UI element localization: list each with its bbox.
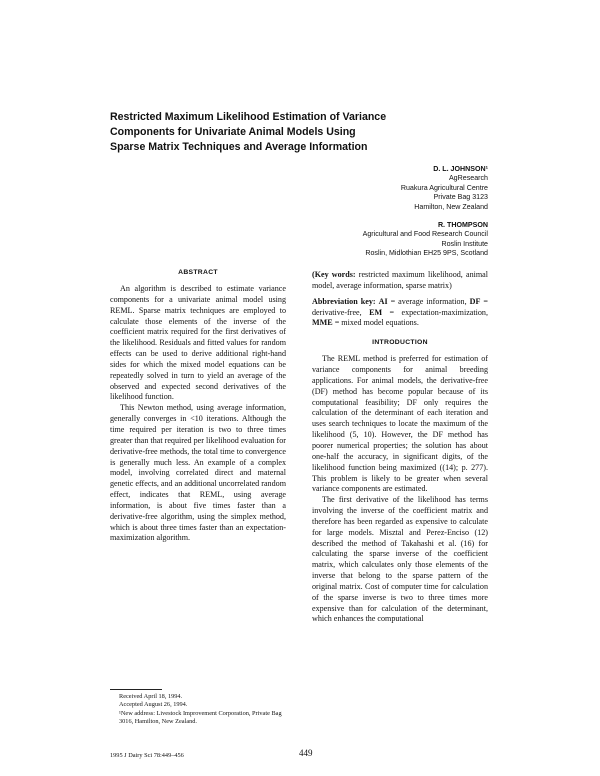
- page-number: 449: [299, 748, 313, 758]
- abbr-term: AI: [378, 296, 388, 306]
- introduction-paragraph-1: The REML method is preferred for estimation of variance components for animal breeding applications. For animal models, the derivative-free (DF) method has become popular because of its computational feasibility; DF only requires the calculation of the determinant of each iteration and uses search techniques to locate the maximum of the likelihood (5, 10). However, the DF method has poorer numerical properties; the solution has about one-half the accuracy, in significant digits, of the likelihood function being maximized ((14); p. 277). This problem is likely to be greater when several variance components are estimated.: [312, 354, 488, 494]
- abbr-definition: = average information,: [387, 296, 470, 306]
- introduction-paragraph-2: The first derivative of the likelihood has terms involving the inverse of the coefficient matrix and therefore has been regarded as expensive to calculate for large models. Misztal and Perez-Enciso (12) described the method of Takahashi et al. (16) for calculating the sparse inverse of the coefficient matrix, which calculates only those elements of the inverse that belong to the sparse pattern of the original matrix. Cost of computer time for calculation of the sparse inverse is two to three times more expensive than for calculation of the determinant, which enhances the computational: [312, 495, 488, 624]
- affiliation-line: Agricultural and Food Research Council: [362, 230, 488, 239]
- abbr-term: MME: [312, 318, 333, 328]
- abstract-column: [110, 268, 286, 544]
- keywords: [312, 270, 488, 292]
- affiliation-line: Private Bag 3123: [433, 193, 488, 202]
- abbr-definition: = mixed model equations.: [332, 318, 419, 328]
- introduction-heading: INTRODUCTION: [372, 339, 428, 347]
- abbr-term: DF: [469, 296, 481, 306]
- affiliation-line: Roslin Institute: [441, 239, 488, 248]
- abbreviation-label: Abbreviation key:: [312, 296, 376, 306]
- author-name: R. THOMPSON: [437, 221, 488, 229]
- title-line-2: Components for Univariate Animal Models Using: [110, 126, 356, 138]
- abbr-definition: = expectation-maximization,: [382, 307, 488, 317]
- new-address-note: ¹New address: Livestock Improvement Corporation, Private Bag 3016, Hamilton, New Zealand.: [119, 709, 282, 726]
- abstract-heading: ABSTRACT: [178, 269, 218, 276]
- paper-title: [110, 110, 440, 155]
- author-affiliation-2: [228, 221, 488, 259]
- footnotes: [110, 693, 288, 727]
- affiliation-line: Hamilton, New Zealand: [414, 202, 488, 211]
- affiliation-line: Roslin, Midlothian EH25 9PS, Scotland: [365, 249, 488, 258]
- author-name: D. L. JOHNSON¹: [433, 165, 488, 173]
- abbreviation-key: [312, 297, 488, 330]
- received-date: Received April 18, 1994.: [119, 693, 183, 700]
- title-line-3: Sparse Matrix Techniques and Average Information: [110, 141, 368, 153]
- footnote-divider: [110, 689, 162, 690]
- abbr-term: EM: [369, 307, 383, 317]
- right-column: [312, 270, 488, 625]
- journal-citation: 1995 J Dairy Sci 78:449–456: [110, 752, 184, 759]
- author-affiliation-1: [228, 165, 488, 212]
- accepted-date: Accepted August 26, 1994.: [119, 701, 188, 709]
- title-line-1: Restricted Maximum Likelihood Estimation of Variance: [110, 111, 387, 123]
- keywords-text: restricted maximum likelihood, animal model, average information, sparse matrix): [312, 270, 489, 290]
- affiliation-line: Ruakura Agricultural Centre: [400, 183, 488, 192]
- abstract-paragraph-1: An algorithm is described to estimate variance components for a univariate animal model using REML. Sparse matrix techniques are employed to calculate those elements of the inverse of the coefficient matrix required for the first derivatives of the likelihood. Residuals and fitted values for random effects can be used to derive additional right-hand sides for which the mixed model equations can be repeatedly solved in turn to yield an average of the observed and expected second derivatives of the likelihood function.: [110, 284, 286, 402]
- keywords-label: (Key words:: [312, 270, 356, 279]
- abstract-paragraph-2: This Newton method, using average information, generally converges in <10 iterations. Although the time required per iteration is two to three times greater than that required per likelihood evaluation for derivative-free methods, the total time to convergence is generally much less. An example of a complex model, involving correlated direct and maternal genetic effects, and an additional uncorrelated random effect, indicates that REML, using average information, is about five times faster than a derivative-free algorithm, using the simplex method, which is about three times faster than an expectation-maximization algorithm.: [110, 403, 286, 543]
- abbr-definition: = derivative-free,: [312, 296, 488, 317]
- affiliation-line: AgResearch: [448, 174, 488, 183]
